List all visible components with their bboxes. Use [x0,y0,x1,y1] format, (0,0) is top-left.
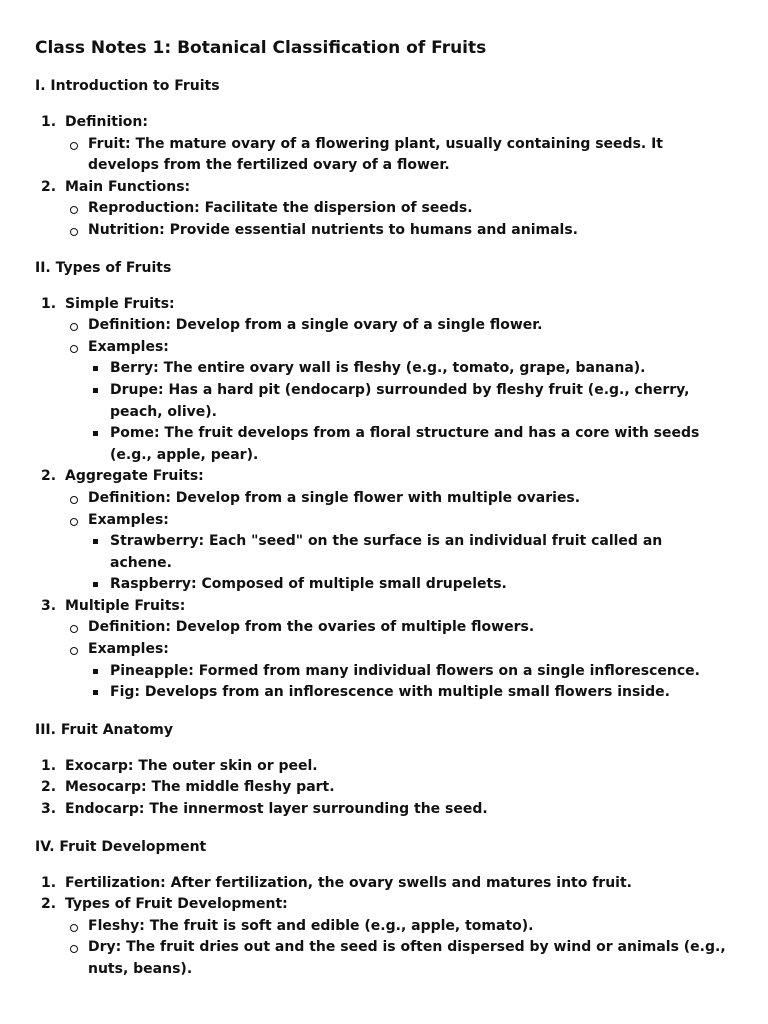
example-item: Raspberry: Composed of multiple small drupelets. [88,574,728,596]
sub-item-text: Examples: [88,511,169,528]
sub-item: Dry: The fruit dries out and the seed is often dispersed by wind or animals (e.g., nuts, beans). [65,937,728,980]
section-heading: I. Introduction to Fruits [35,78,220,94]
item-text: Fertilization: After fertilization, the ovary swells and matures into fruit. [65,874,632,891]
sub-list [65,198,728,241]
sub-item: Definition: Develop from the ovaries of multiple flowers. [65,617,728,639]
section-heading: III. Fruit Anatomy [35,721,173,738]
list-item [35,112,728,177]
section-heading: II. Types of Fruits [35,259,172,276]
list-item [35,894,728,980]
sub-item-text: Examples: [88,338,169,355]
list-item [35,596,728,704]
item-number: 1. [41,295,57,312]
item-number: 2. [41,896,57,913]
section-list [35,294,728,704]
sub-item [65,337,728,467]
example-item: Drupe: Has a hard pit (endocarp) surrounded by fleshy fruit (e.g., cherry, peach, olive). [88,380,728,423]
item-text: Mesocarp: The middle fleshy part. [65,779,335,796]
section-heading: IV. Fruit Development [35,838,207,855]
list-item [35,466,728,596]
item-number: 2. [41,178,57,195]
example-item: Pineapple: Formed from many individual flowers on a single inflorescence. [88,661,728,683]
list-item [35,873,728,895]
item-text: Simple Fruits: [65,295,175,312]
sub-item: Definition: Develop from a single flower with multiple ovaries. [65,488,728,510]
section-list [35,873,728,981]
item-text: Types of Fruit Development: [65,896,288,913]
item-number: 1. [41,757,57,774]
example-list [88,531,728,596]
page-title: Class Notes 1: Botanical Classification of Fruits [35,38,487,58]
section-list [35,756,728,821]
section-list [35,112,728,242]
sub-item: Fruit: The mature ovary of a flowering plant, usually containing seeds. It develops from the fertilized ovary of a flower. [65,134,728,177]
sub-list [65,916,728,981]
sub-list [65,617,728,703]
list-item [35,756,728,778]
item-text: Main Functions: [65,178,191,195]
example-item: Strawberry: Each "seed" on the surface is an individual fruit called an achene. [88,531,728,574]
list-item [35,294,728,467]
list-item [35,799,728,821]
sub-list [65,315,728,466]
item-number: 1. [41,114,57,130]
example-list [88,661,728,704]
sub-item-text: Examples: [88,641,169,658]
sub-item: Fleshy: The fruit is soft and edible (e.g., apple, tomato). [65,916,728,938]
item-text: Exocarp: The outer skin or peel. [65,757,318,774]
example-item: Fig: Develops from an inflorescence with multiple small flowers inside. [88,682,728,704]
item-number: 2. [41,779,57,796]
sub-item [65,510,728,596]
sub-list [65,134,728,177]
sub-item: Definition: Develop from a single ovary of a single flower. [65,315,728,337]
item-text: Aggregate Fruits: [65,468,204,485]
example-list [88,358,728,466]
example-item: Pome: The fruit develops from a floral structure and has a core with seeds (e.g., apple, pear). [88,423,728,466]
sub-item: Reproduction: Facilitate the dispersion of seeds. [65,198,728,220]
item-text: Endocarp: The innermost layer surrounding the seed. [65,801,488,818]
sub-item: Nutrition: Provide essential nutrients to humans and animals. [65,220,728,242]
item-text: Multiple Fruits: [65,597,186,614]
sub-list [65,488,728,596]
list-item [35,177,728,242]
item-number: 1. [41,874,57,891]
sub-item [65,639,728,704]
list-item [35,777,728,799]
item-number: 3. [41,597,57,614]
item-text: Definition: [65,114,148,130]
example-item: Berry: The entire ovary wall is fleshy (e.g., tomato, grape, banana). [88,358,728,380]
item-number: 2. [41,468,57,485]
item-number: 3. [41,801,57,818]
